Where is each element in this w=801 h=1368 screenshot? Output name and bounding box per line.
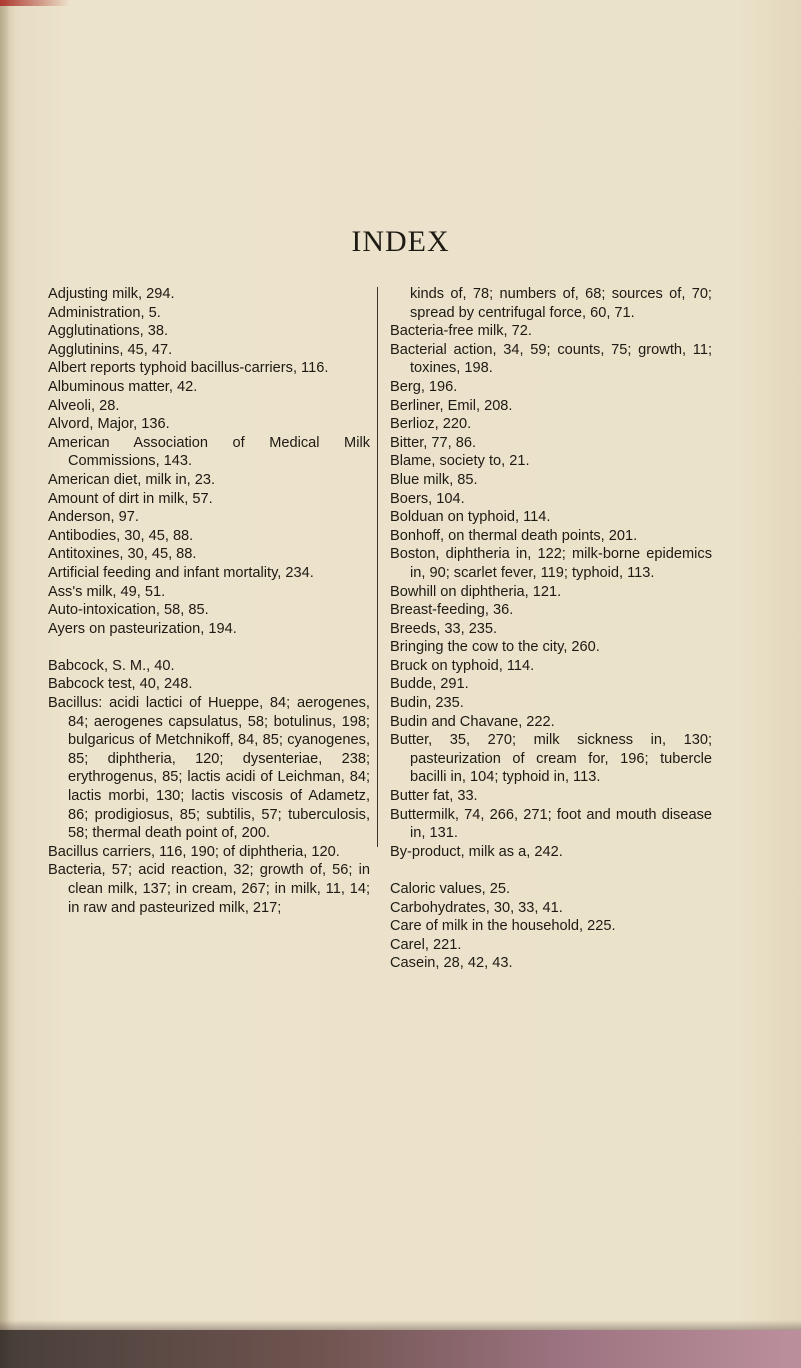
index-column-left bbox=[48, 285, 370, 917]
index-entry: Bringing the cow to the city, 260. bbox=[390, 639, 600, 656]
index-entry: Babcock, S. M., 40. bbox=[48, 657, 175, 674]
index-entry: Butter fat, 33. bbox=[390, 788, 478, 805]
index-entry: Budin, 235. bbox=[390, 695, 464, 712]
index-entry: Bitter, 77, 86. bbox=[390, 434, 476, 451]
index-entry: American Association of Medical Milk Commissions, 143. bbox=[48, 434, 370, 470]
index-entry: Bacterial action, 34, 59; counts, 75; growth, 11; toxines, 198. bbox=[390, 341, 712, 377]
index-entry: Agglutinins, 45, 47. bbox=[48, 341, 173, 358]
index-entry: Bowhill on diphtheria, 121. bbox=[390, 583, 562, 600]
index-entry: Ass's milk, 49, 51. bbox=[48, 583, 166, 600]
index-entry: Breast-feeding, 36. bbox=[390, 602, 514, 619]
index-entry: Breeds, 33, 235. bbox=[390, 620, 498, 637]
index-entry: Administration, 5. bbox=[48, 304, 161, 321]
index-entry: Buttermilk, 74, 266, 271; foot and mouth disease in, 131. bbox=[390, 806, 712, 842]
index-entry: Bonhoff, on thermal death points, 201. bbox=[390, 527, 638, 544]
index-entry: Bacillus: acidi lactici of Hueppe, 84; aerogenes, 84; aerogenes capsulatus, 58; botulinus, 198; bulgaricus of Metchnikoff, 84, 85; cyanogenes, 85; diphtheria, 120; dysenteriae, 238; erythrogenus, 85; lactis acidi of Leichman, 84; lactis morbi, 130; lactis viscosis of Adametz, 86; prodigiosus, 85; subtilis, 57; tuberculosis, 58; thermal death point of, 200. bbox=[48, 695, 370, 842]
index-entry: Albuminous matter, 42. bbox=[48, 378, 198, 395]
index-entry: Boers, 104. bbox=[390, 490, 465, 507]
index-entry: Albert reports typhoid bacillus-carriers, 116. bbox=[48, 360, 329, 377]
page-title: INDEX bbox=[351, 225, 450, 258]
index-entry: Berg, 196. bbox=[390, 378, 458, 395]
index-entry: Bruck on typhoid, 114. bbox=[390, 657, 535, 674]
index-entry: Berlioz, 220. bbox=[390, 416, 472, 433]
index-entry: Agglutinations, 38. bbox=[48, 323, 169, 340]
index-entry: Carbohydrates, 30, 33, 41. bbox=[390, 899, 563, 916]
index-entry: Casein, 28, 42, 43. bbox=[390, 955, 513, 972]
index-entry: Babcock test, 40, 248. bbox=[48, 676, 193, 693]
index-entry: kinds of, 78; numbers of, 68; sources of, 70; spread by centrifugal force, 60, 71. bbox=[410, 286, 712, 321]
index-entry: Bacteria, 57; acid reaction, 32; growth of, 56; in clean milk, 137; in cream, 267; in milk, 11, 14; in raw and pasteurized milk, 217; bbox=[48, 862, 370, 916]
index-entry: Anderson, 97. bbox=[48, 509, 139, 526]
index-entry: Budin and Chavane, 222. bbox=[390, 713, 555, 730]
index-entry: Butter, 35, 270; milk sickness in, 130; pasteurization of cream for, 196; tubercle bacilli in, 104; typhoid in, 113. bbox=[390, 732, 712, 786]
index-entry: Artificial feeding and infant mortality, 234. bbox=[48, 564, 314, 581]
index-entry: Berliner, Emil, 208. bbox=[390, 397, 513, 414]
bottom-shadow bbox=[0, 1320, 801, 1330]
index-entry: Bolduan on typhoid, 114. bbox=[390, 509, 551, 526]
index-entry: Blame, society to, 21. bbox=[390, 453, 530, 470]
index-entry: Ayers on pasteurization, 194. bbox=[48, 620, 237, 637]
index-entry: Bacteria-free milk, 72. bbox=[390, 323, 532, 340]
page-edge-shadow bbox=[0, 0, 10, 1368]
index-column-right bbox=[390, 285, 712, 973]
top-edge-mark bbox=[0, 0, 70, 6]
index-entry: Antibodies, 30, 45, 88. bbox=[48, 527, 194, 544]
index-entry: Alvord, Major, 136. bbox=[48, 416, 170, 433]
index-entry: Caloric values, 25. bbox=[390, 881, 511, 897]
index-entry: Auto-intoxication, 58, 85. bbox=[48, 602, 209, 619]
index-entry: By-product, milk as a, 242. bbox=[390, 843, 563, 860]
index-entry: Boston, diphtheria in, 122; milk-borne epidemics in, 90; scarlet fever, 119; typhoid, 113. bbox=[390, 546, 712, 581]
index-entry: Carel, 221. bbox=[390, 936, 462, 953]
index-entry: Adjusting milk, 294. bbox=[48, 286, 175, 302]
column-divider bbox=[377, 287, 378, 847]
index-entry: Alveoli, 28. bbox=[48, 397, 120, 414]
index-entry: Care of milk in the household, 225. bbox=[390, 918, 616, 935]
index-entry: Blue milk, 85. bbox=[390, 471, 478, 488]
index-entry: Bacillus carriers, 116, 190; of diphtheria, 120. bbox=[48, 843, 340, 860]
index-entry: Budde, 291. bbox=[390, 676, 469, 693]
index-entry: Antitoxines, 30, 45, 88. bbox=[48, 546, 197, 563]
bottom-edge-strip bbox=[0, 1330, 801, 1368]
index-entry: Amount of dirt in milk, 57. bbox=[48, 490, 213, 507]
index-entry: American diet, milk in, 23. bbox=[48, 471, 216, 488]
